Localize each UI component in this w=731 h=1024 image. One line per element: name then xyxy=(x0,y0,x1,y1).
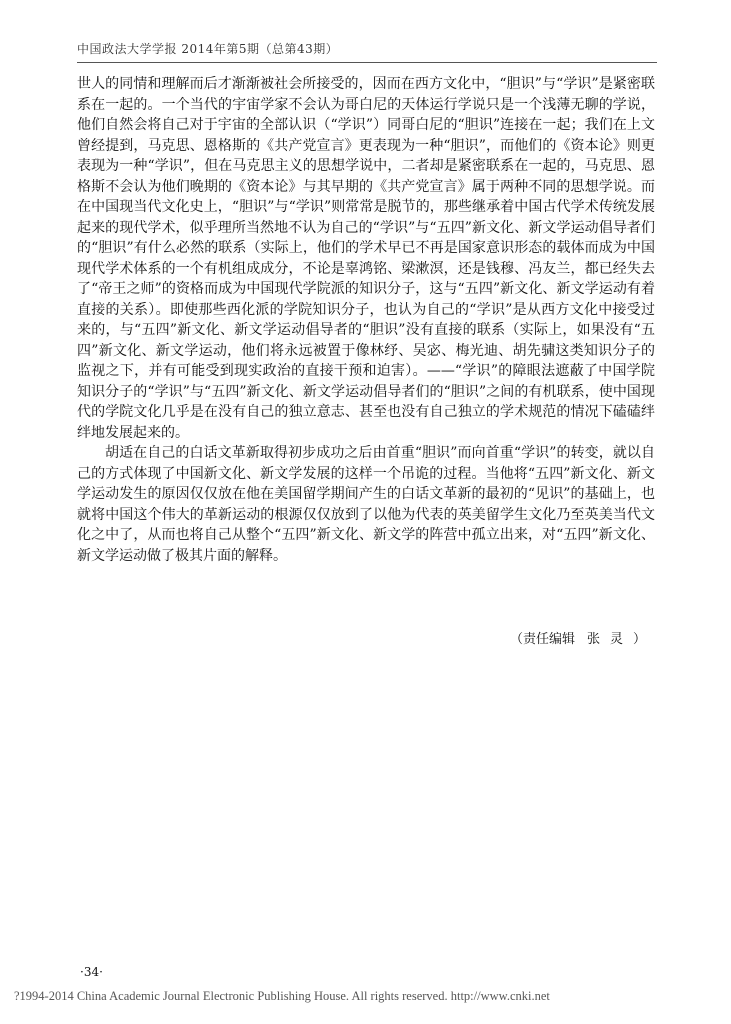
paragraph-1: 世人的同情和理解而后才渐渐被社会所接受的，因而在西方文化中，“胆识”与“学识”是紧密联系在一起的。一个当代的宇宙学家不会认为哥白尼的天体运行学说只是一个浅薄无聊的学说，他们自然会将自己对于宇宙的全部认识（“学识”）同哥白尼的“胆识”连接在一起；我们在上文曾经提到，马克思、恩格斯的《共产党宣言》更表现为一种“胆识”，而他们的《资本论》则更表现为一种“学识”，但在马克思主义的思想学说中，二者却是紧密联系在一起的，马克思、恩格斯不会认为他们晚期的《资本论》与其早期的《共产党宣言》属于两种不同的思想学说。而在中国现当代文化史上，“胆识”与“学识”则常常是脱节的，那些继承着中国古代学术传统发展起来的现代学术，似乎理所当然地不认为自己的“学识”与“五四”新文化、新文学运动倡导者们的“胆识”有什么必然的联系（实际上，他们的学术早已不再是国家意识形态的载体而成为中国现代学术体系的一个有机组成成分，不论是辜鸿铭、梁漱溟，还是钱穆、冯友兰，都已经失去了“帝王之师”的资格而成为中国现代学院派的知识分子，这与“五四”新文化、新文学运动有着直接的关系）。即使那些西化派的学院知识分子，也认为自己的“学识”是从西方文化中接受过来的，与“五四”新文化、新文学运动倡导者的“胆识”没有直接的联系（实际上，如果没有“五四”新文化、新文学运动，他们将永远被置于像林纾、吴宓、梅光迪、胡先骕这类知识分子的监视之下，并有可能受到现实政治的直接干预和迫害）。——“学识”的障眼法遮蔽了中国学院知识分子的“学识”与“五四”新文化、新文学运动倡导者们的“胆识”之间的有机联系，使中国现代的学院文化几乎是在没有自己的独立意志、甚至也没有自己独立的学术规范的情况下磕磕绊绊地发展起来的。 xyxy=(77,76,655,441)
paragraph-2: 胡适在自己的白话文革新取得初步成功之后由首重“胆识”而向首重“学识”的转变，就以自己的方式体现了中国新文化、新文学发展的这样一个吊诡的过程。当他将“五四”新文化、新文学运动发生的原因仅仅放在他在美国留学期间产生的白话文革新的最初的“见识”的基础上，也就将中国这个伟大的革新运动的根源仅仅放到了以他为代表的英美留学生文化乃至英美当代文化之中了，从而也将自己从整个“五四”新文化、新文学的阵营中孤立出来，对“五四”新文化、新文学运动做了极其片面的解释。 xyxy=(77,445,655,564)
copyright-footer: ?1994-2014 China Academic Journal Electronic Publishing House. All rights reserved. http://www.cnki.net xyxy=(14,989,550,1003)
responsible-editor xyxy=(510,628,656,647)
article-body xyxy=(77,74,655,566)
header-divider xyxy=(77,62,657,63)
journal-header: 中国政法大学学报 2014年第5期（总第43期） xyxy=(77,42,339,56)
page-number: ·34· xyxy=(80,965,103,979)
editor-label: （责任编辑 xyxy=(509,632,575,647)
editor-name: 张灵） xyxy=(586,632,656,647)
